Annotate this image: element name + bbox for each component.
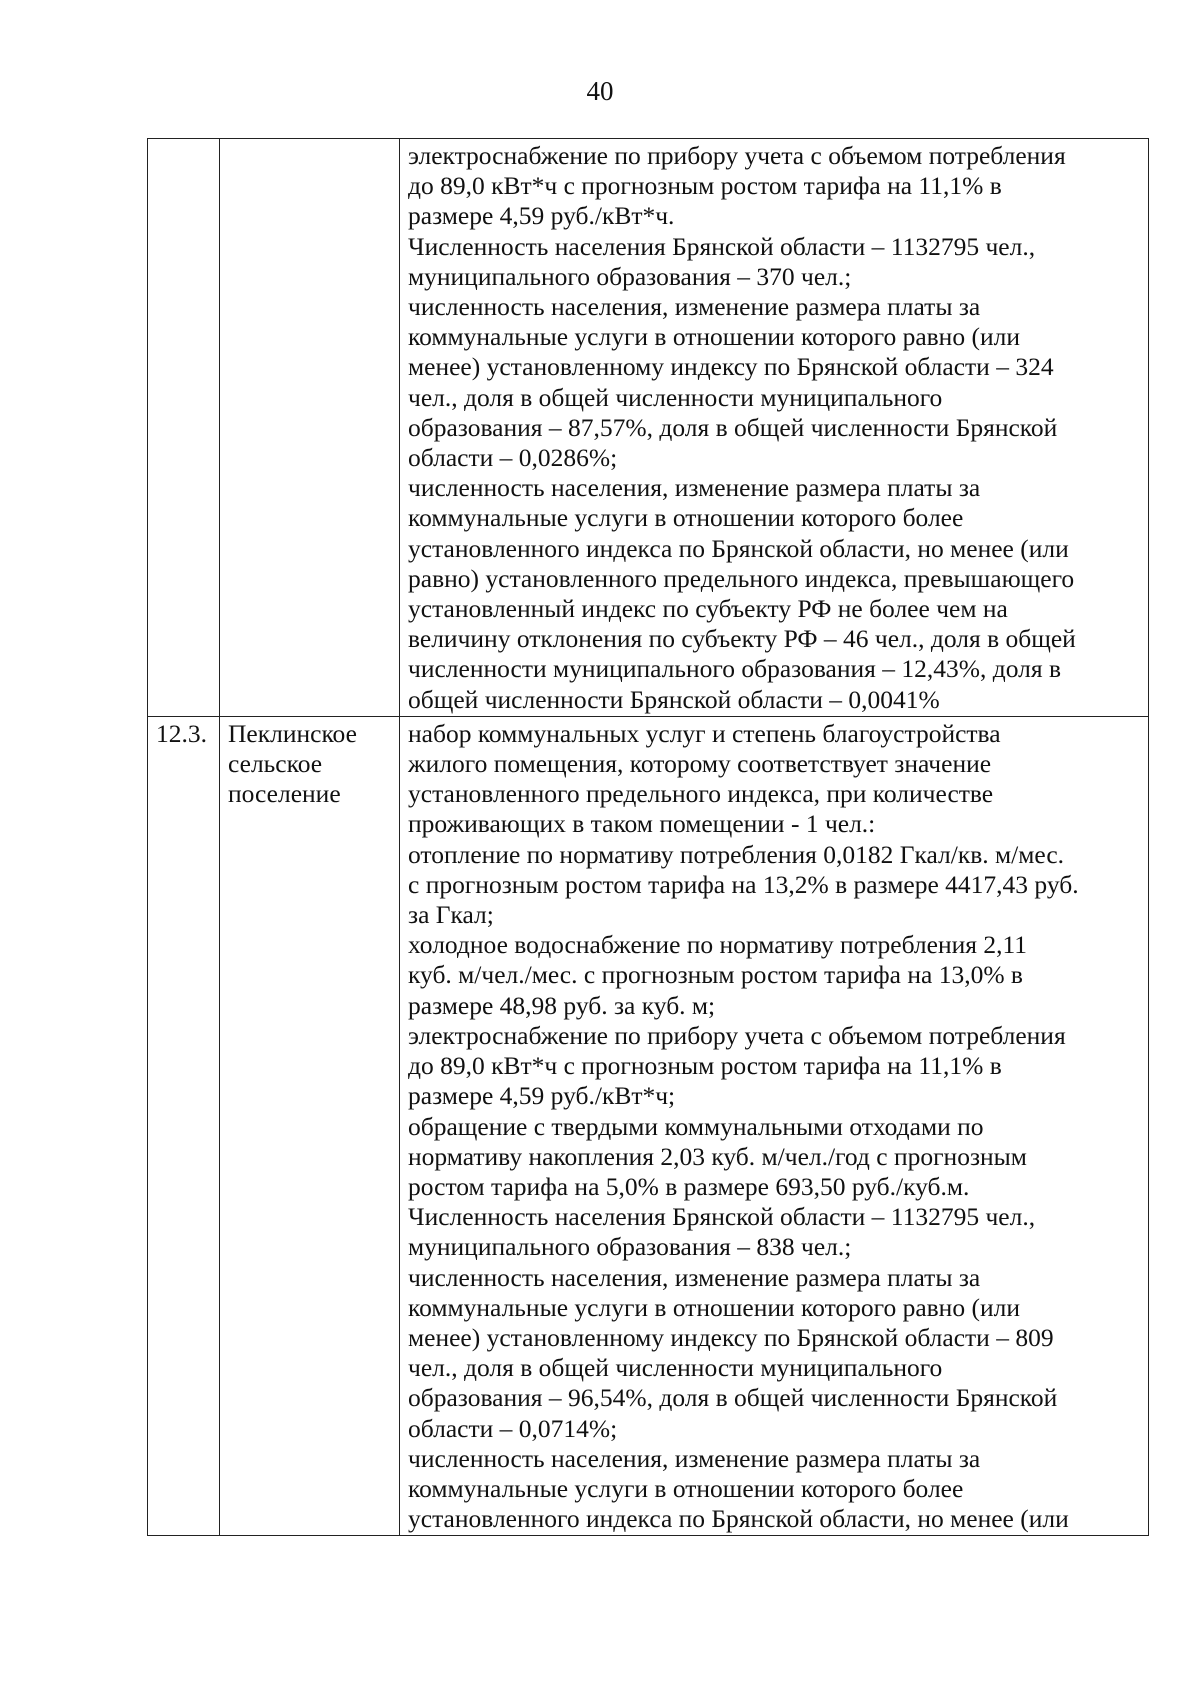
text-line: размере 4,59 руб./кВт*ч; xyxy=(408,1081,676,1111)
row-number-cell: 12.3. xyxy=(148,716,220,1535)
municipality-name-line: Пеклинское xyxy=(228,718,357,748)
page-number: 40 xyxy=(586,76,614,106)
text-line: муниципального образования – 838 чел.; xyxy=(408,1232,852,1262)
text-line: отопление по нормативу потребления 0,0182 Гкал/кв. м/мес. xyxy=(408,839,1065,869)
text-line: области – 0,0714%; xyxy=(408,1413,618,1443)
text-line: ростом тарифа на 5,0% в размере 693,50 руб./куб.м. xyxy=(408,1171,970,1201)
text-line: Численность населения Брянской области – 1132795 чел., xyxy=(408,231,1036,261)
text-line: размере 4,59 руб./кВт*ч. xyxy=(408,201,675,231)
text-line: коммунальные услуги в отношении которого более xyxy=(408,503,964,533)
text-line: проживающих в таком помещении - 1 чел.: xyxy=(408,809,876,839)
municipality-name-line: поселение xyxy=(228,779,341,809)
text-line: установленный индекс по субъекту РФ не более чем на xyxy=(408,594,1008,624)
municipality-name-line: сельское xyxy=(228,749,323,779)
text-line: набор коммунальных услуг и степень благоустройства xyxy=(408,718,1001,748)
text-line: численность населения, изменение размера платы за xyxy=(408,1443,981,1473)
text-line: численности муниципального образования – 12,43%, доля в xyxy=(408,654,1061,684)
text-line: обращение с твердыми коммунальными отходами по xyxy=(408,1111,984,1141)
text-line: коммунальные услуги в отношении которого равно (или xyxy=(408,1292,1020,1322)
text-line: менее) установленному индексу по Брянской области – 324 xyxy=(408,352,1054,382)
text-line: численность населения, изменение размера платы за xyxy=(408,292,981,322)
text-line: численность населения, изменение размера платы за xyxy=(408,1262,981,1292)
text-line: общей численности Брянской области – 0,0041% xyxy=(408,684,940,714)
content-table xyxy=(147,138,1149,1536)
text-line: муниципального образования – 370 чел.; xyxy=(408,261,852,291)
text-line: за Гкал; xyxy=(408,900,494,930)
text-line: численность населения, изменение размера платы за xyxy=(408,473,981,503)
text-line: нормативу накопления 2,03 куб. м/чел./год с прогнозным xyxy=(408,1141,1027,1171)
text-line: жилого помещения, которому соответствует значение xyxy=(408,749,992,779)
description-cell xyxy=(400,716,1149,1535)
table-row xyxy=(148,139,1149,717)
row-number-cell xyxy=(148,139,220,717)
municipality-name-cell xyxy=(220,716,400,1535)
text-line: менее) установленному индексу по Брянской области – 809 xyxy=(408,1322,1054,1352)
text-line: образования – 87,57%, доля в общей численности Брянской xyxy=(408,412,1058,442)
text-line: коммунальные услуги в отношении которого более xyxy=(408,1473,964,1503)
text-line: куб. м/чел./мес. с прогнозным ростом тарифа на 13,0% в xyxy=(408,960,1023,990)
text-line: чел., доля в общей численности муниципального xyxy=(408,1353,943,1383)
text-line: установленного предельного индекса, при количестве xyxy=(408,779,994,809)
text-line: величину отклонения по субъекту РФ – 46 чел., доля в общей xyxy=(408,624,1076,654)
text-line: Численность населения Брянской области – 1132795 чел., xyxy=(408,1202,1036,1232)
text-line: области – 0,0286%; xyxy=(408,443,618,473)
text-line: с прогнозным ростом тарифа на 13,2% в размере 4417,43 руб. xyxy=(408,869,1079,899)
text-line: чел., доля в общей численности муниципального xyxy=(408,382,943,412)
text-line: до 89,0 кВт*ч с прогнозным ростом тарифа на 11,1% в xyxy=(408,171,1002,201)
text-line: электроснабжение по прибору учета с объемом потребления xyxy=(408,1020,1066,1050)
text-line: установленного индекса по Брянской области, но менее (или xyxy=(408,1504,1069,1534)
text-line: образования – 96,54%, доля в общей численности Брянской xyxy=(408,1383,1058,1413)
text-line: равно) установленного предельного индекса, превышающего xyxy=(408,563,1075,593)
text-line: до 89,0 кВт*ч с прогнозным ростом тарифа на 11,1% в xyxy=(408,1051,1002,1081)
text-line: размере 48,98 руб. за куб. м; xyxy=(408,990,716,1020)
description-cell xyxy=(400,139,1149,717)
text-line: коммунальные услуги в отношении которого равно (или xyxy=(408,322,1020,352)
text-line: установленного индекса по Брянской области, но менее (или xyxy=(408,533,1069,563)
text-line: холодное водоснабжение по нормативу потребления 2,11 xyxy=(408,930,1028,960)
text-line: электроснабжение по прибору учета с объемом потребления xyxy=(408,141,1066,170)
table-row xyxy=(148,716,1149,1535)
municipality-name-cell xyxy=(220,139,400,717)
